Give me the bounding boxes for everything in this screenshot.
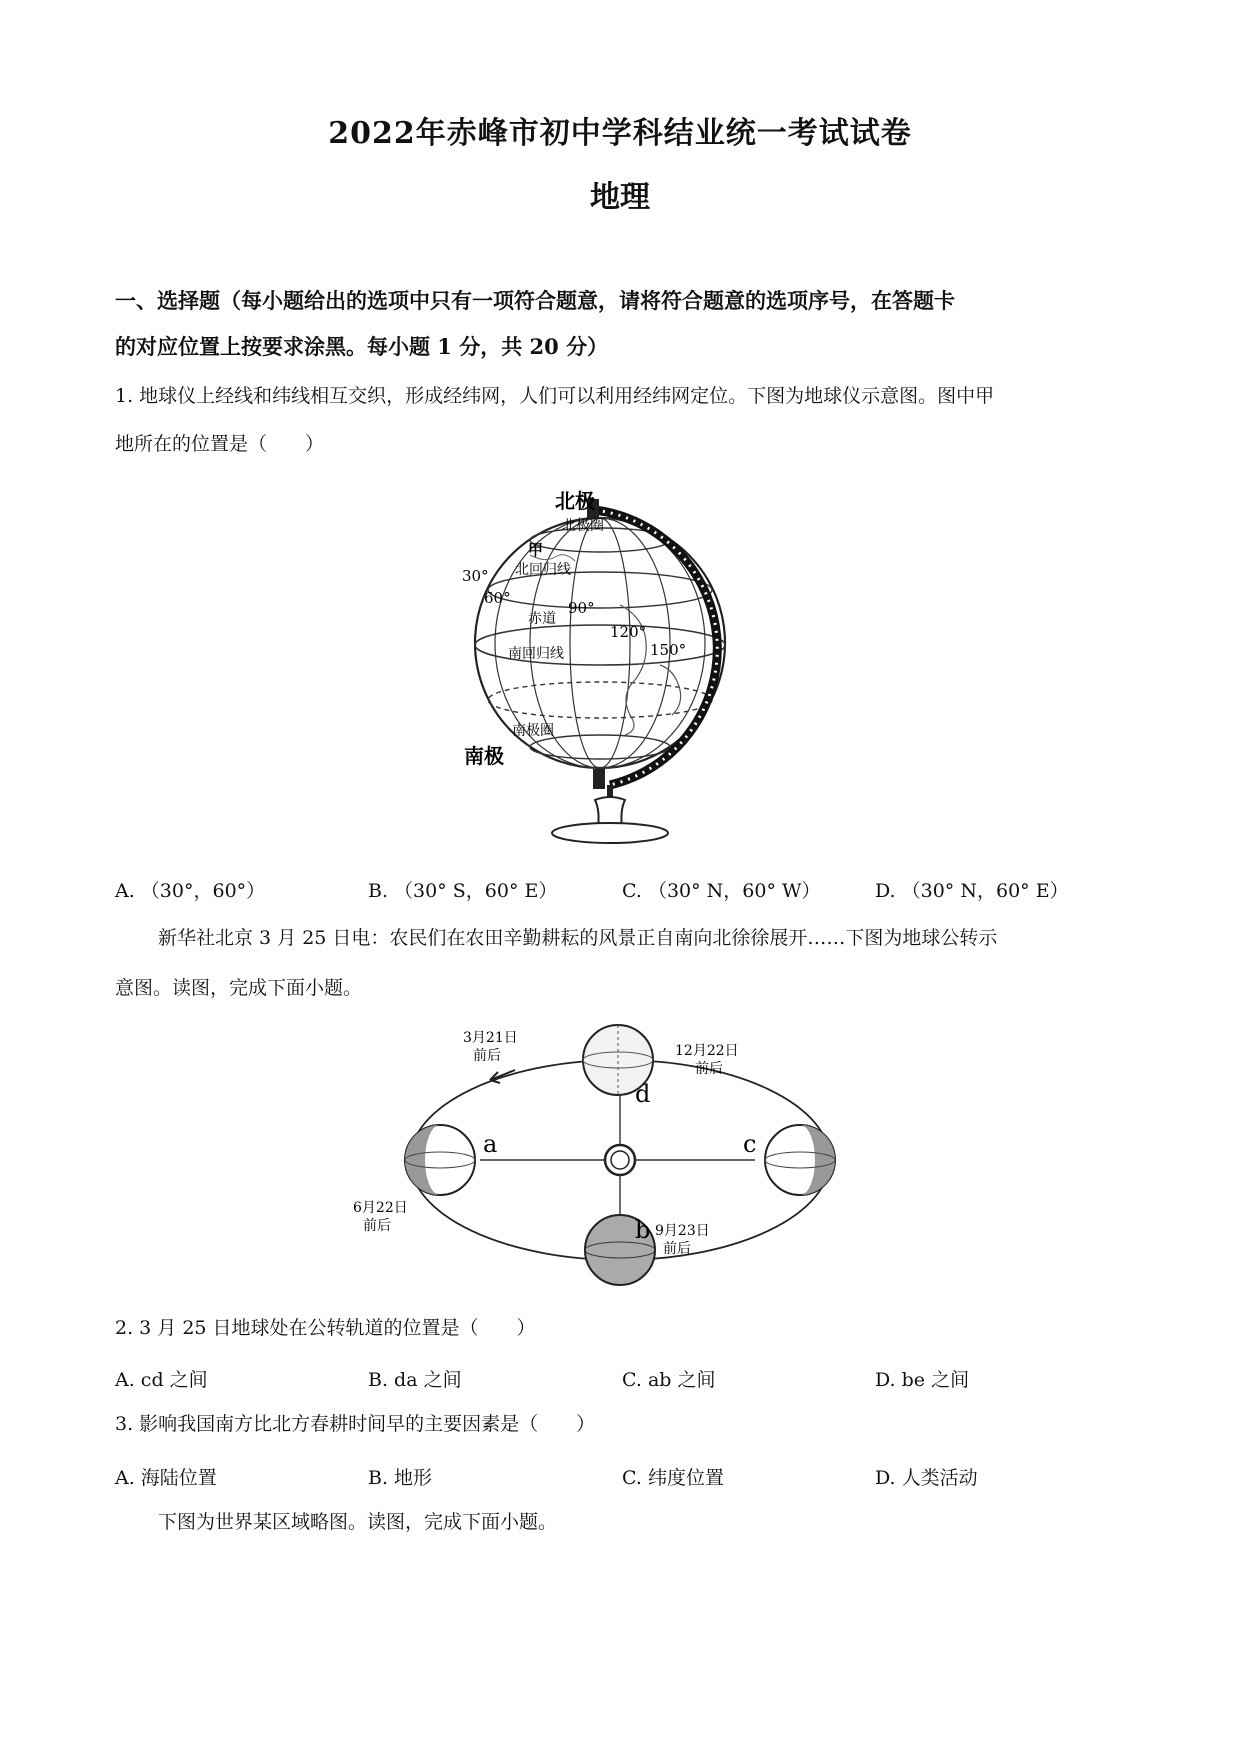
tropic-capricorn-line [488,682,712,718]
exam-title: 2022年赤峰市初中学科结业统一考试试卷 [328,116,912,151]
label-b: b [635,1216,651,1244]
label-antarctic-circle: 南极圈 [512,723,554,739]
continent-outline [660,665,681,715]
label-tropic-cancer: 北回归线 [515,562,571,578]
q1-stem-line2: 地所在的位置是（ ） [115,433,325,455]
label-south-pole: 南极 [464,744,504,768]
q1-option-d[interactable]: D. （30° N，60° E） [875,880,1069,902]
label-jun22: 6月22日 [353,1200,408,1216]
label-jun22-b: 前后 [363,1218,391,1234]
q2-option-d[interactable]: D. be 之间 [875,1369,970,1391]
q3-option-b[interactable]: B. 地形 [368,1467,433,1489]
section-heading-line1: 一、选择题（每小题给出的选项中只有一项符合题意，请将符合题意的选项序号，在答题卡 [115,288,955,313]
globe-figure [462,489,770,845]
q2-option-a[interactable]: A. cd 之间 [115,1369,208,1391]
q3-options [115,1463,1130,1493]
label-tropic-capricorn: 南回归线 [508,646,564,662]
label-sep23-date: 9月23日 [655,1223,710,1239]
meridian-line [570,518,630,768]
label-equator: 赤道 [528,611,556,627]
label-d: d [635,1080,651,1108]
label-mar21: 3月21日 [463,1030,518,1046]
orbit-figure [353,1020,875,1292]
q2-options [115,1365,1130,1395]
q2-option-b[interactable]: B. da 之间 [368,1369,462,1391]
section-heading-line2: 的对应位置上按要求涂黑。每小题 1 分，共 20 分） [115,334,609,359]
intro2-line1: 新华社北京 3 月 25 日电：农民们在农田辛勤耕耘的风景正自南向北徐徐展开……下图为地球公转示 [158,927,998,949]
q1-option-b[interactable]: B. （30° S，60° E） [368,880,558,902]
intro3-text: 下图为世界某区域略图。读图，完成下面小题。 [158,1511,558,1533]
label-dec22: 12月22日 [675,1043,739,1059]
label-dec22-b: 前后 [695,1061,723,1077]
label-a: a [483,1130,498,1158]
intro2-line2: 意图。读图，完成下面小题。 [115,977,363,999]
q1-options [115,876,1130,906]
q3-option-d[interactable]: D. 人类活动 [875,1467,978,1489]
q2-option-c[interactable]: C. ab 之间 [622,1369,716,1391]
south-axis-cap [593,769,605,789]
label-deg60: 60° [484,589,511,607]
q1-option-c[interactable]: C. （30° N，60° W） [622,880,821,902]
label-c: c [743,1130,757,1158]
sun-inner [611,1151,629,1169]
label-arctic-circle: 北极圈 [562,518,604,534]
q2-stem: 2. 3 月 25 日地球处在公转轨道的位置是（ ） [115,1317,536,1339]
label-north-pole: 北极 [555,489,595,513]
q3-option-a[interactable]: A. 海陆位置 [115,1467,217,1489]
label-mar21-b: 前后 [473,1048,501,1064]
label-sep23-b: 前后 [663,1241,691,1257]
subject-title: 地理 [590,180,650,215]
label-deg30: 30° [462,567,489,585]
label-deg120: 120° [610,623,647,641]
q1-option-a[interactable]: A. （30°，60°） [115,880,266,902]
label-deg150: 150° [650,641,687,659]
label-jia: 甲 [528,541,544,559]
label-deg90: 90° [568,599,595,617]
q3-option-c[interactable]: C. 纬度位置 [622,1467,724,1489]
q3-stem: 3. 影响我国南方比北方春耕时间早的主要因素是（ ） [115,1413,596,1435]
q1-stem-line1: 1. 地球仪上经线和纬线相互交织，形成经纬网，人们可以利用经纬网定位。下图为地球仪示意图。图中甲 [115,385,995,407]
globe-stand-base [552,823,668,843]
